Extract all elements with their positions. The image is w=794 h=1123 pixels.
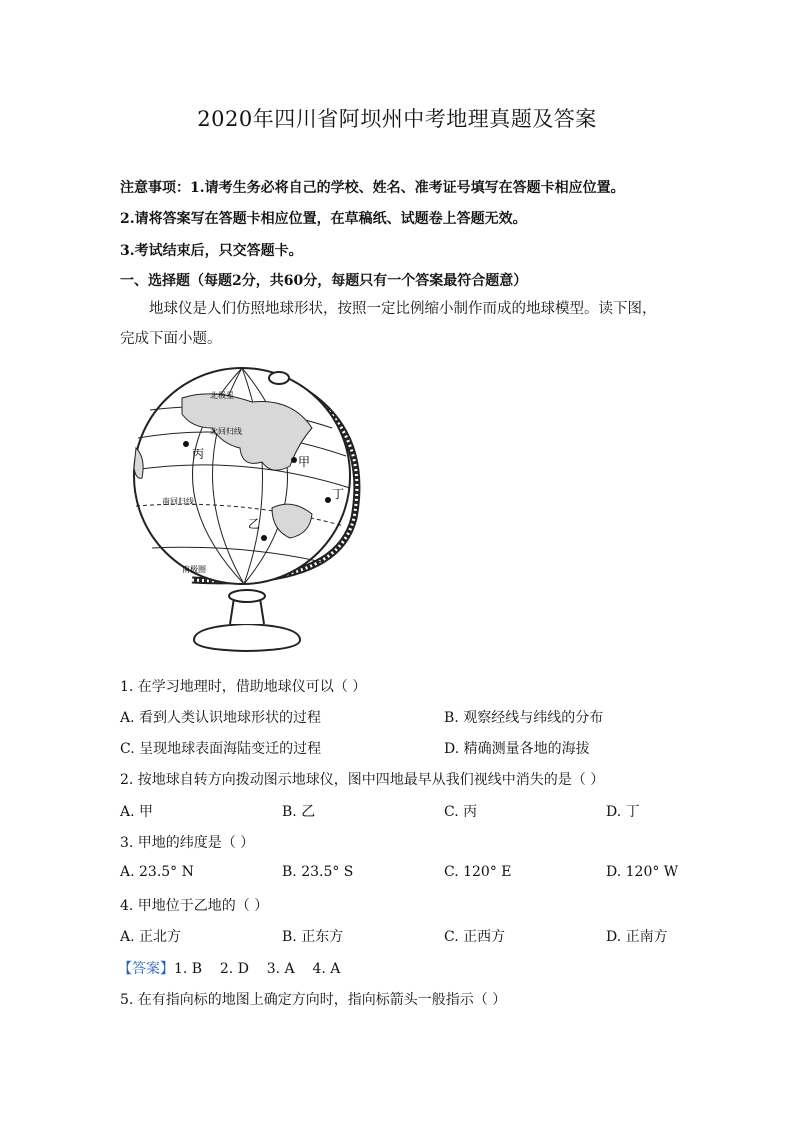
q3-option-c: C. 120° E bbox=[444, 864, 512, 880]
notes-line-1: 注意事项：1.请考生务必将自己的学校、姓名、准考证号填写在答题卡相应位置。 bbox=[120, 180, 625, 196]
q4-option-d: D. 正南方 bbox=[606, 929, 668, 945]
q2-option-c: C. 丙 bbox=[444, 804, 478, 820]
question-2-stem: 2. 按地球自转方向拨动图示地球仪，图中四地最早从我们视线中消失的是（ ） bbox=[120, 772, 605, 788]
q1-option-b: B. 观察经线与纬线的分布 bbox=[444, 710, 604, 726]
rotation-arrow-icon bbox=[269, 372, 289, 384]
notes-line-2: 2.请将答案写在答题卡相应位置，在草稿纸、试题卷上答题无效。 bbox=[120, 211, 527, 227]
q4-option-a: A. 正北方 bbox=[120, 929, 182, 945]
q1-option-a: A. 看到人类认识地球形状的过程 bbox=[120, 710, 322, 726]
q2-option-a: A. 甲 bbox=[120, 804, 154, 820]
q2-option-b: B. 乙 bbox=[282, 804, 316, 820]
label-bing: 丙 bbox=[192, 447, 205, 461]
answer-text: 1. B 2. D 3. A 4. A bbox=[174, 961, 341, 977]
intro-paragraph: 地球仪是人们仿照地球形状，按照一定比例缩小制作而成的地球模型。读下图，完成下面小题。 bbox=[120, 301, 657, 347]
point-jia-marker bbox=[291, 457, 297, 463]
page-title: 2020年四川省阿坝州中考地理真题及答案 bbox=[197, 107, 597, 131]
label-tropic-capricorn: 南回归线 bbox=[162, 497, 194, 506]
label-ding: 丁 bbox=[332, 487, 345, 501]
globe-base bbox=[194, 624, 300, 651]
q2-option-d: D. 丁 bbox=[606, 804, 640, 820]
question-5-stem: 5. 在有指向标的地图上确定方向时，指向标箭头一般指示（ ） bbox=[120, 992, 507, 1008]
point-yi-marker bbox=[261, 535, 267, 541]
label-jia: 甲 bbox=[298, 455, 311, 469]
point-ding-marker bbox=[325, 497, 331, 503]
label-north: 北极星 bbox=[210, 391, 234, 400]
q3-option-a: A. 23.5° N bbox=[120, 864, 194, 880]
answer-line bbox=[118, 958, 340, 978]
point-bing-marker bbox=[183, 441, 189, 447]
label-antarctic: 南极圈 bbox=[182, 565, 206, 574]
q3-option-d: D. 120° W bbox=[606, 864, 679, 880]
q1-option-d: D. 精确测量各地的海拔 bbox=[444, 741, 590, 757]
q1-option-c: C. 呈现地球表面海陆变迁的过程 bbox=[120, 741, 322, 757]
q4-option-c: C. 正西方 bbox=[444, 929, 506, 945]
question-3-stem: 3. 甲地的纬度是（ ） bbox=[120, 835, 255, 851]
question-1-stem: 1. 在学习地理时，借助地球仪可以（ ） bbox=[120, 679, 367, 695]
label-tropic-cancer: 北回归线 bbox=[210, 427, 242, 436]
notes-line-3: 3.考试结束后，只交答题卡。 bbox=[120, 243, 303, 259]
section-heading: 一、选择题（每题2分，共60分，每题只有一个答案最符合题意） bbox=[120, 273, 528, 289]
q3-option-b: B. 23.5° S bbox=[282, 864, 354, 880]
label-yi: 乙 bbox=[248, 517, 261, 531]
question-4-stem: 4. 甲地位于乙地的（ ） bbox=[120, 898, 269, 914]
answer-tag: 【答案】 bbox=[118, 961, 174, 977]
q4-option-b: B. 正东方 bbox=[282, 929, 344, 945]
globe-figure bbox=[122, 358, 372, 658]
